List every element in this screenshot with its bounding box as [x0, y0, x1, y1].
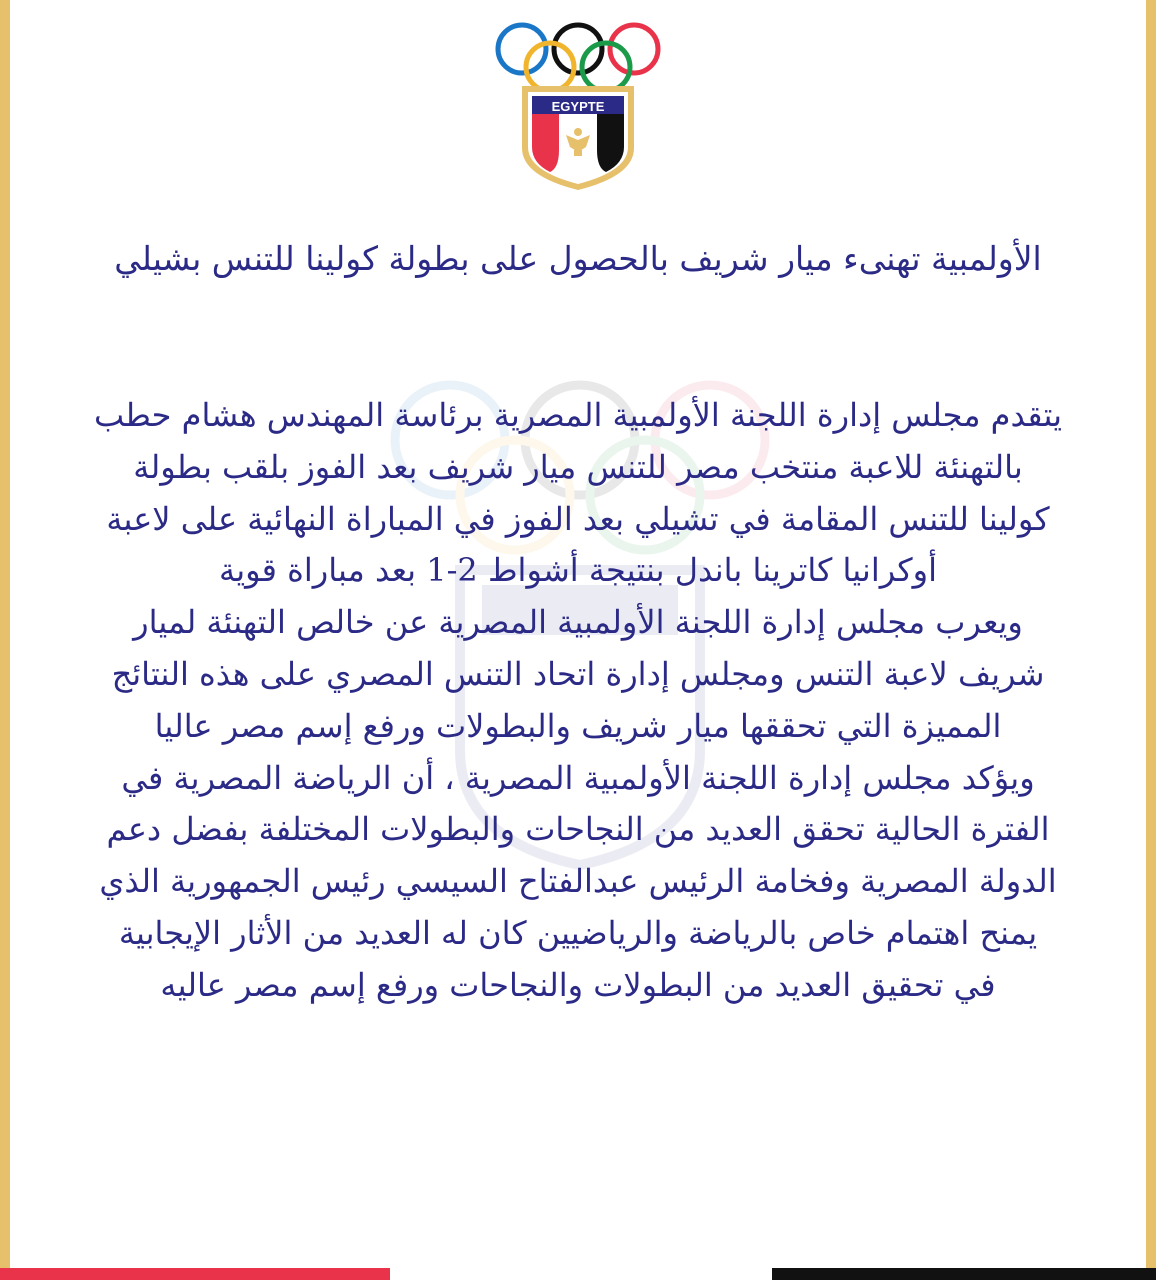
- gold-frame-right: [1146, 0, 1156, 1280]
- footer-bar-black: [772, 1268, 1156, 1280]
- body-line: يمنح اهتمام خاص بالرياضة والرياضيين كان له العديد من الأثار الإيجابية: [118, 913, 1038, 952]
- body-line: في تحقيق العديد من البطولات والنجاحات ورفع إسم مصر عاليه: [160, 965, 996, 1004]
- body-line: الدولة المصرية وفخامة الرئيس عبدالفتاح السيسي رئيس الجمهورية الذي: [99, 862, 1057, 901]
- egypt-olympic-logo: [490, 22, 666, 192]
- body-line: المميزة التي تحققها ميار شريف والبطولات ورفع إسم مصر عاليا: [154, 706, 1002, 745]
- ring-black-icon: [554, 25, 602, 73]
- footer-bar-red: [0, 1268, 390, 1280]
- body-line: ويؤكد مجلس إدارة اللجنة الأولمبية المصرية ، أن الرياضة المصرية في: [121, 758, 1035, 797]
- body-line: بالتهنئة للاعبة منتخب مصر للتنس ميار شريف بعد الفوز بلقب بطولة: [133, 447, 1023, 486]
- body-line: كولينا للتنس المقامة في تشيلي بعد الفوز في المباراة النهائية على لاعبة: [106, 499, 1050, 538]
- body-line: يتقدم مجلس إدارة اللجنة الأولمبية المصرية برئاسة المهندس هشام حطب: [94, 396, 1062, 434]
- logo-label: EGYPTE: [551, 99, 605, 114]
- body-line: الفترة الحالية تحقق العديد من النجاحات والبطولات المختلفة بفضل دعم: [106, 810, 1050, 849]
- page-title: الأولمبية تهنىء ميار شريف بالحصول على بطولة كولينا للتنس بشيلي: [114, 239, 1042, 278]
- body-line: أوكرانيا كاترينا باندل بنتيجة أشواط 2-1 بعد مباراة قوية: [219, 551, 937, 590]
- announcement-body: [60, 390, 1096, 1012]
- ring-yellow-icon: [526, 43, 574, 91]
- body-line: ويعرب مجلس إدارة اللجنة الأولمبية المصرية عن خالص التهنئة لميار: [133, 603, 1023, 642]
- body-line: شريف لاعبة التنس ومجلس إدارة اتحاد التنس المصري على هذه النتائج: [111, 654, 1045, 693]
- ring-green-icon: [582, 43, 630, 91]
- gold-frame-left: [0, 0, 10, 1280]
- ring-blue-icon: [498, 25, 546, 73]
- ring-red-icon: [610, 25, 658, 73]
